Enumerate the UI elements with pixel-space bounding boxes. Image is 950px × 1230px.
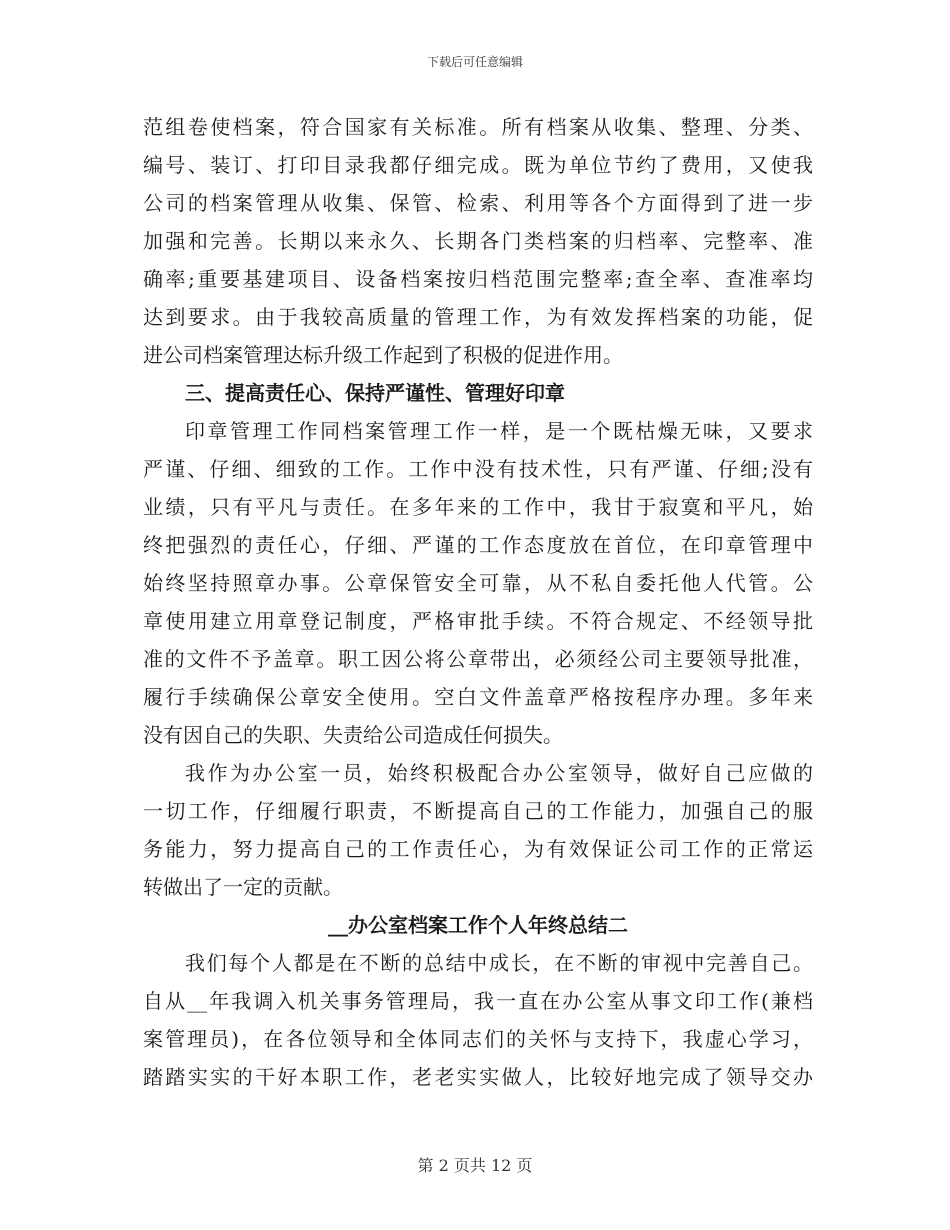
document-body (143, 108, 813, 1096)
paragraph-line: 务能力，努力提高自己的工作责任心，为有效保证公司工作的正常运 (143, 837, 813, 861)
paragraph-line: 加强和完善。长期以来永久、长期各门类档案的归档率、完整率、准 (143, 229, 813, 253)
paragraph-line: 公司的档案管理从收集、保管、检索、利用等各个方面得到了进一步 (143, 191, 813, 215)
section-title: __办公室档案工作个人年终总结二 (328, 913, 628, 937)
paragraph-line: 始终坚持照章办事。公章保管安全可靠，从不私自委托他人代管。公 (143, 571, 813, 595)
paragraph-line: 转做出了一定的贡献。 (143, 875, 343, 899)
paragraph-line: 我作为办公室一员，始终积极配合办公室领导，做好自己应做的 (185, 761, 813, 785)
paragraph-line: 我们每个人都是在不断的总结中成长，在不断的审视中完善自己。 (185, 951, 813, 975)
paragraph-line: 履行手续确保公章安全使用。空白文件盖章严格按程序办理。多年来 (143, 685, 813, 709)
paragraph-line: 业绩，只有平凡与责任。在多年来的工作中，我甘于寂寞和平凡，始 (143, 495, 813, 519)
paragraph-line: 没有因自己的失职、失责给公司造成任何损失。 (143, 723, 563, 747)
paragraph-line: 准的文件不予盖章。职工因公将公章带出，必须经公司主要领导批准， (143, 647, 813, 671)
paragraph-line: 印章管理工作同档案管理工作一样，是一个既枯燥无味，又要求 (185, 419, 813, 443)
paragraph-line: 范组卷使档案，符合国家有关标准。所有档案从收集、整理、分类、 (143, 115, 813, 139)
section-heading: 三、提高责任心、保持严谨性、管理好印章 (185, 381, 565, 405)
paragraph-line: 踏踏实实的干好本职工作，老老实实做人，比较好地完成了领导交办 (143, 1065, 813, 1089)
paragraph-line: 严谨、仔细、细致的工作。工作中没有技术性，只有严谨、仔细;没有 (143, 457, 813, 481)
paragraph-line: 终把强烈的责任心，仔细、严谨的工作态度放在首位，在印章管理中 (143, 533, 813, 557)
paragraph-line: 案管理员)，在各位领导和全体同志们的关怀与支持下，我虚心学习， (143, 1027, 813, 1051)
paragraph-line: 章使用建立用章登记制度，严格审批手续。不符合规定、不经领导批 (143, 609, 813, 633)
page-header: 下载后可任意编辑 (426, 55, 523, 69)
paragraph-line: 一切工作，仔细履行职责，不断提高自己的工作能力，加强自己的服 (143, 799, 813, 823)
paragraph-line: 编号、装订、打印目录我都仔细完成。既为单位节约了费用，又使我 (143, 153, 813, 177)
paragraph-line: 进公司档案管理达标升级工作起到了积极的促进作用。 (143, 343, 623, 367)
page-number: 第 2 页共 12 页 (417, 1156, 533, 1175)
paragraph-line: 自从__年我调入机关事务管理局，我一直在办公室从事文印工作(兼档 (143, 989, 813, 1013)
paragraph-line: 确率;重要基建项目、设备档案按归档范围完整率;查全率、查准率均 (143, 267, 813, 291)
paragraph-line: 达到要求。由于我较高质量的管理工作，为有效发挥档案的功能，促 (143, 305, 813, 329)
